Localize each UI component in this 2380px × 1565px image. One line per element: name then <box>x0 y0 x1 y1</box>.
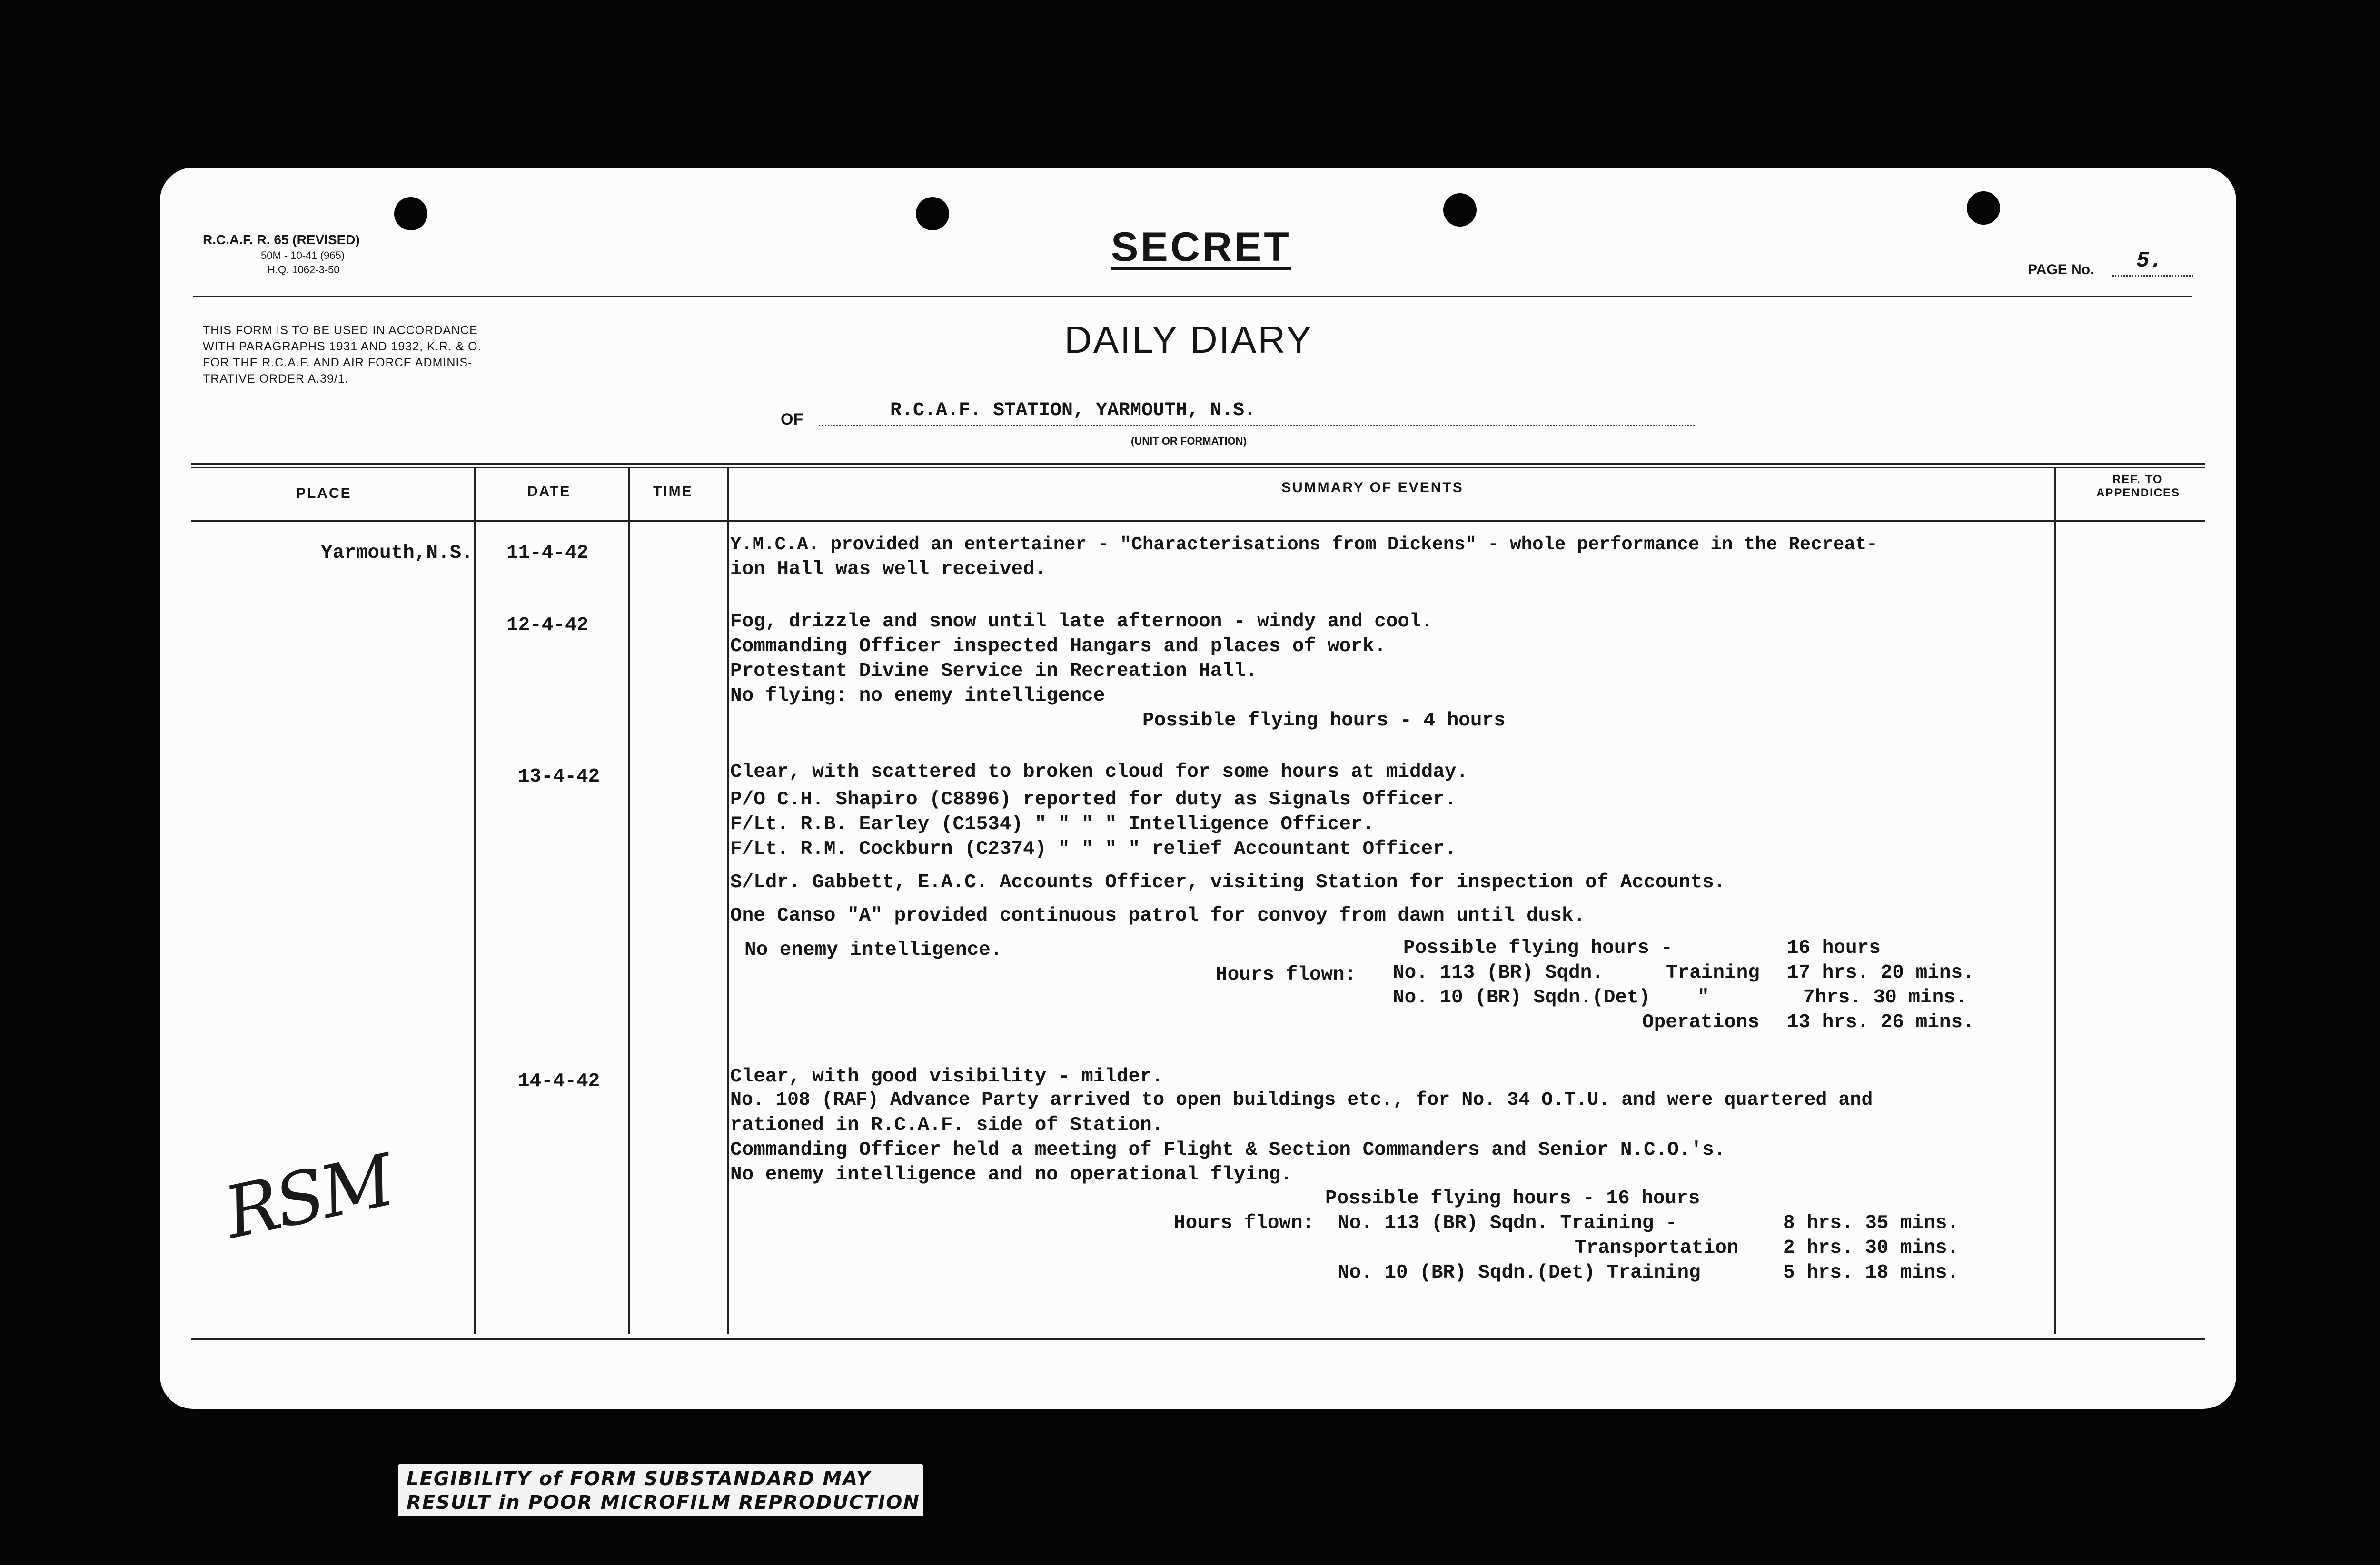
page-label: PAGE No. <box>2028 262 2094 277</box>
instruction-line: THIS FORM IS TO BE USED IN ACCORDANCE <box>203 324 478 337</box>
flown-value: 8 hrs. 35 mins. <box>1783 1212 1959 1234</box>
col-place: PLACE <box>296 485 352 501</box>
possible-hours-value: 16 hours <box>1787 937 1881 959</box>
instruction-line: WITH PARAGRAPHS 1931 AND 1932, K.R. & O. <box>203 340 482 353</box>
page-number: 5. <box>2136 248 2163 273</box>
diary-title: DAILY DIARY <box>1064 318 1313 361</box>
form-sub1: 50M - 10-41 (965) <box>261 249 345 261</box>
column-divider <box>727 468 729 1334</box>
punch-hole <box>1967 191 2000 225</box>
flown-value: 2 hrs. 30 mins. <box>1783 1237 1959 1259</box>
flown-type: " <box>1697 987 1709 1009</box>
handwritten-initials: RSM <box>218 1139 399 1255</box>
note-line: LEGIBILITY of FORM SUBSTANDARD MAY <box>407 1468 871 1490</box>
instruction-line: TRATIVE ORDER A.39/1. <box>203 372 349 386</box>
event-line: Protestant Divine Service in Recreation Hall. <box>730 660 1258 682</box>
event-line: No. 108 (RAF) Advance Party arrived to open buildings etc., for No. 34 O.T.U. and were quartered and <box>730 1090 1873 1111</box>
punch-hole <box>916 197 949 230</box>
column-divider <box>474 468 476 1334</box>
flown-value: 17 hrs. 20 mins. <box>1787 962 1974 984</box>
col-ref1: REF. TO <box>2112 473 2163 486</box>
note-line: RESULT in POOR MICROFILM REPRODUCTION <box>407 1492 920 1514</box>
event-line: One Canso "A" provided continuous patrol for convoy from dawn until dusk. <box>730 905 1586 927</box>
instruction-line: FOR THE R.C.A.F. AND AIR FORCE ADMINIS- <box>203 356 473 369</box>
flown-value: 5 hrs. 18 mins. <box>1783 1262 1959 1284</box>
table-bottom-rule <box>191 1338 2205 1340</box>
of-label: OF <box>781 410 803 428</box>
event-line: No flying: no enemy intelligence <box>730 685 1105 707</box>
possible-hours: Possible flying hours - 16 hours <box>1325 1188 1700 1209</box>
flown-type: Operations <box>1642 1011 1760 1033</box>
event-line: P/O C.H. Shapiro (C8896) reported for duty as Signals Officer. <box>730 789 1457 811</box>
unit-caption: (UNIT OR FORMATION) <box>1131 435 1247 447</box>
place-cell: Yarmouth,N.S. <box>321 542 473 564</box>
date-cell: 13-4-42 <box>518 766 600 788</box>
header-rule <box>193 296 2192 297</box>
event-line: ion Hall was well received. <box>730 558 1047 580</box>
event-line: rationed in R.C.A.F. side of Station. <box>730 1114 1164 1136</box>
legibility-note <box>398 1464 923 1516</box>
event-line: Fog, drizzle and snow until late afternoon - windy and cool. <box>730 611 1433 633</box>
unit-name: R.C.A.F. STATION, YARMOUTH, N.S. <box>890 400 1256 421</box>
form-sub2: H.Q. 1062-3-50 <box>268 264 340 276</box>
flown-unit: No. 10 (BR) Sqdn.(Det) <box>1393 987 1651 1009</box>
hours-flown-label: Hours flown: <box>1174 1212 1315 1234</box>
date-cell: 12-4-42 <box>506 614 589 636</box>
col-summary: SUMMARY OF EVENTS <box>1281 480 1464 495</box>
table-top-rule-2 <box>191 467 2205 468</box>
col-date: DATE <box>527 484 571 499</box>
flown-unit: No. 10 (BR) Sqdn.(Det) Training <box>1338 1262 1701 1284</box>
event-line: F/Lt. R.M. Cockburn (C2374) " " " " relief Accountant Officer. <box>730 838 1457 860</box>
punch-hole <box>1443 193 1477 227</box>
flown-unit: No. 113 (BR) Sqdn. <box>1393 962 1604 984</box>
possible-hours-label: Possible flying hours - <box>1403 937 1673 959</box>
secret-stamp: SECRET <box>1111 224 1291 270</box>
diary-form-sheet <box>160 168 2236 1409</box>
event-line: Y.M.C.A. provided an entertainer - "Characterisations from Dickens" - whole performance in the Recreat- <box>730 534 1878 555</box>
unit-line <box>819 425 1695 426</box>
flown-value: 13 hrs. 26 mins. <box>1787 1011 1974 1033</box>
date-cell: 14-4-42 <box>518 1070 600 1092</box>
punch-hole <box>394 197 427 230</box>
column-header-rule <box>191 520 2205 522</box>
column-divider <box>2054 468 2056 1334</box>
date-cell: 11-4-42 <box>506 542 589 564</box>
col-time: TIME <box>653 484 693 499</box>
flown-unit: No. 113 (BR) Sqdn. Training - <box>1338 1212 1677 1234</box>
event-line: F/Lt. R.B. Earley (C1534) " " " " Intelligence Officer. <box>730 813 1375 835</box>
flown-type: Training <box>1666 962 1760 984</box>
column-divider <box>628 468 630 1334</box>
intel-note: No enemy intelligence. <box>744 939 1002 961</box>
flown-unit: Transportation <box>1575 1237 1739 1259</box>
page-number-line <box>2112 275 2193 277</box>
event-line: Clear, with scattered to broken cloud for some hours at midday. <box>730 761 1468 783</box>
table-top-rule <box>191 463 2205 465</box>
event-line: S/Ldr. Gabbett, E.A.C. Accounts Officer, visiting Station for inspection of Accounts. <box>730 872 1726 893</box>
event-line: No enemy intelligence and no operational flying. <box>730 1164 1292 1186</box>
event-line: Commanding Officer held a meeting of Flight & Section Commanders and Senior N.C.O.'s. <box>730 1139 1726 1161</box>
hours-flown-label: Hours flown: <box>1216 964 1357 986</box>
event-line: Clear, with good visibility - milder. <box>730 1066 1164 1088</box>
form-code: R.C.A.F. R. 65 (REVISED) <box>203 232 360 247</box>
event-line: Commanding Officer inspected Hangars and places of work. <box>730 635 1386 657</box>
flown-value: 7hrs. 30 mins. <box>1803 987 1967 1009</box>
col-ref2: APPENDICES <box>2096 486 2181 499</box>
possible-hours: Possible flying hours - 4 hours <box>1142 710 1506 732</box>
